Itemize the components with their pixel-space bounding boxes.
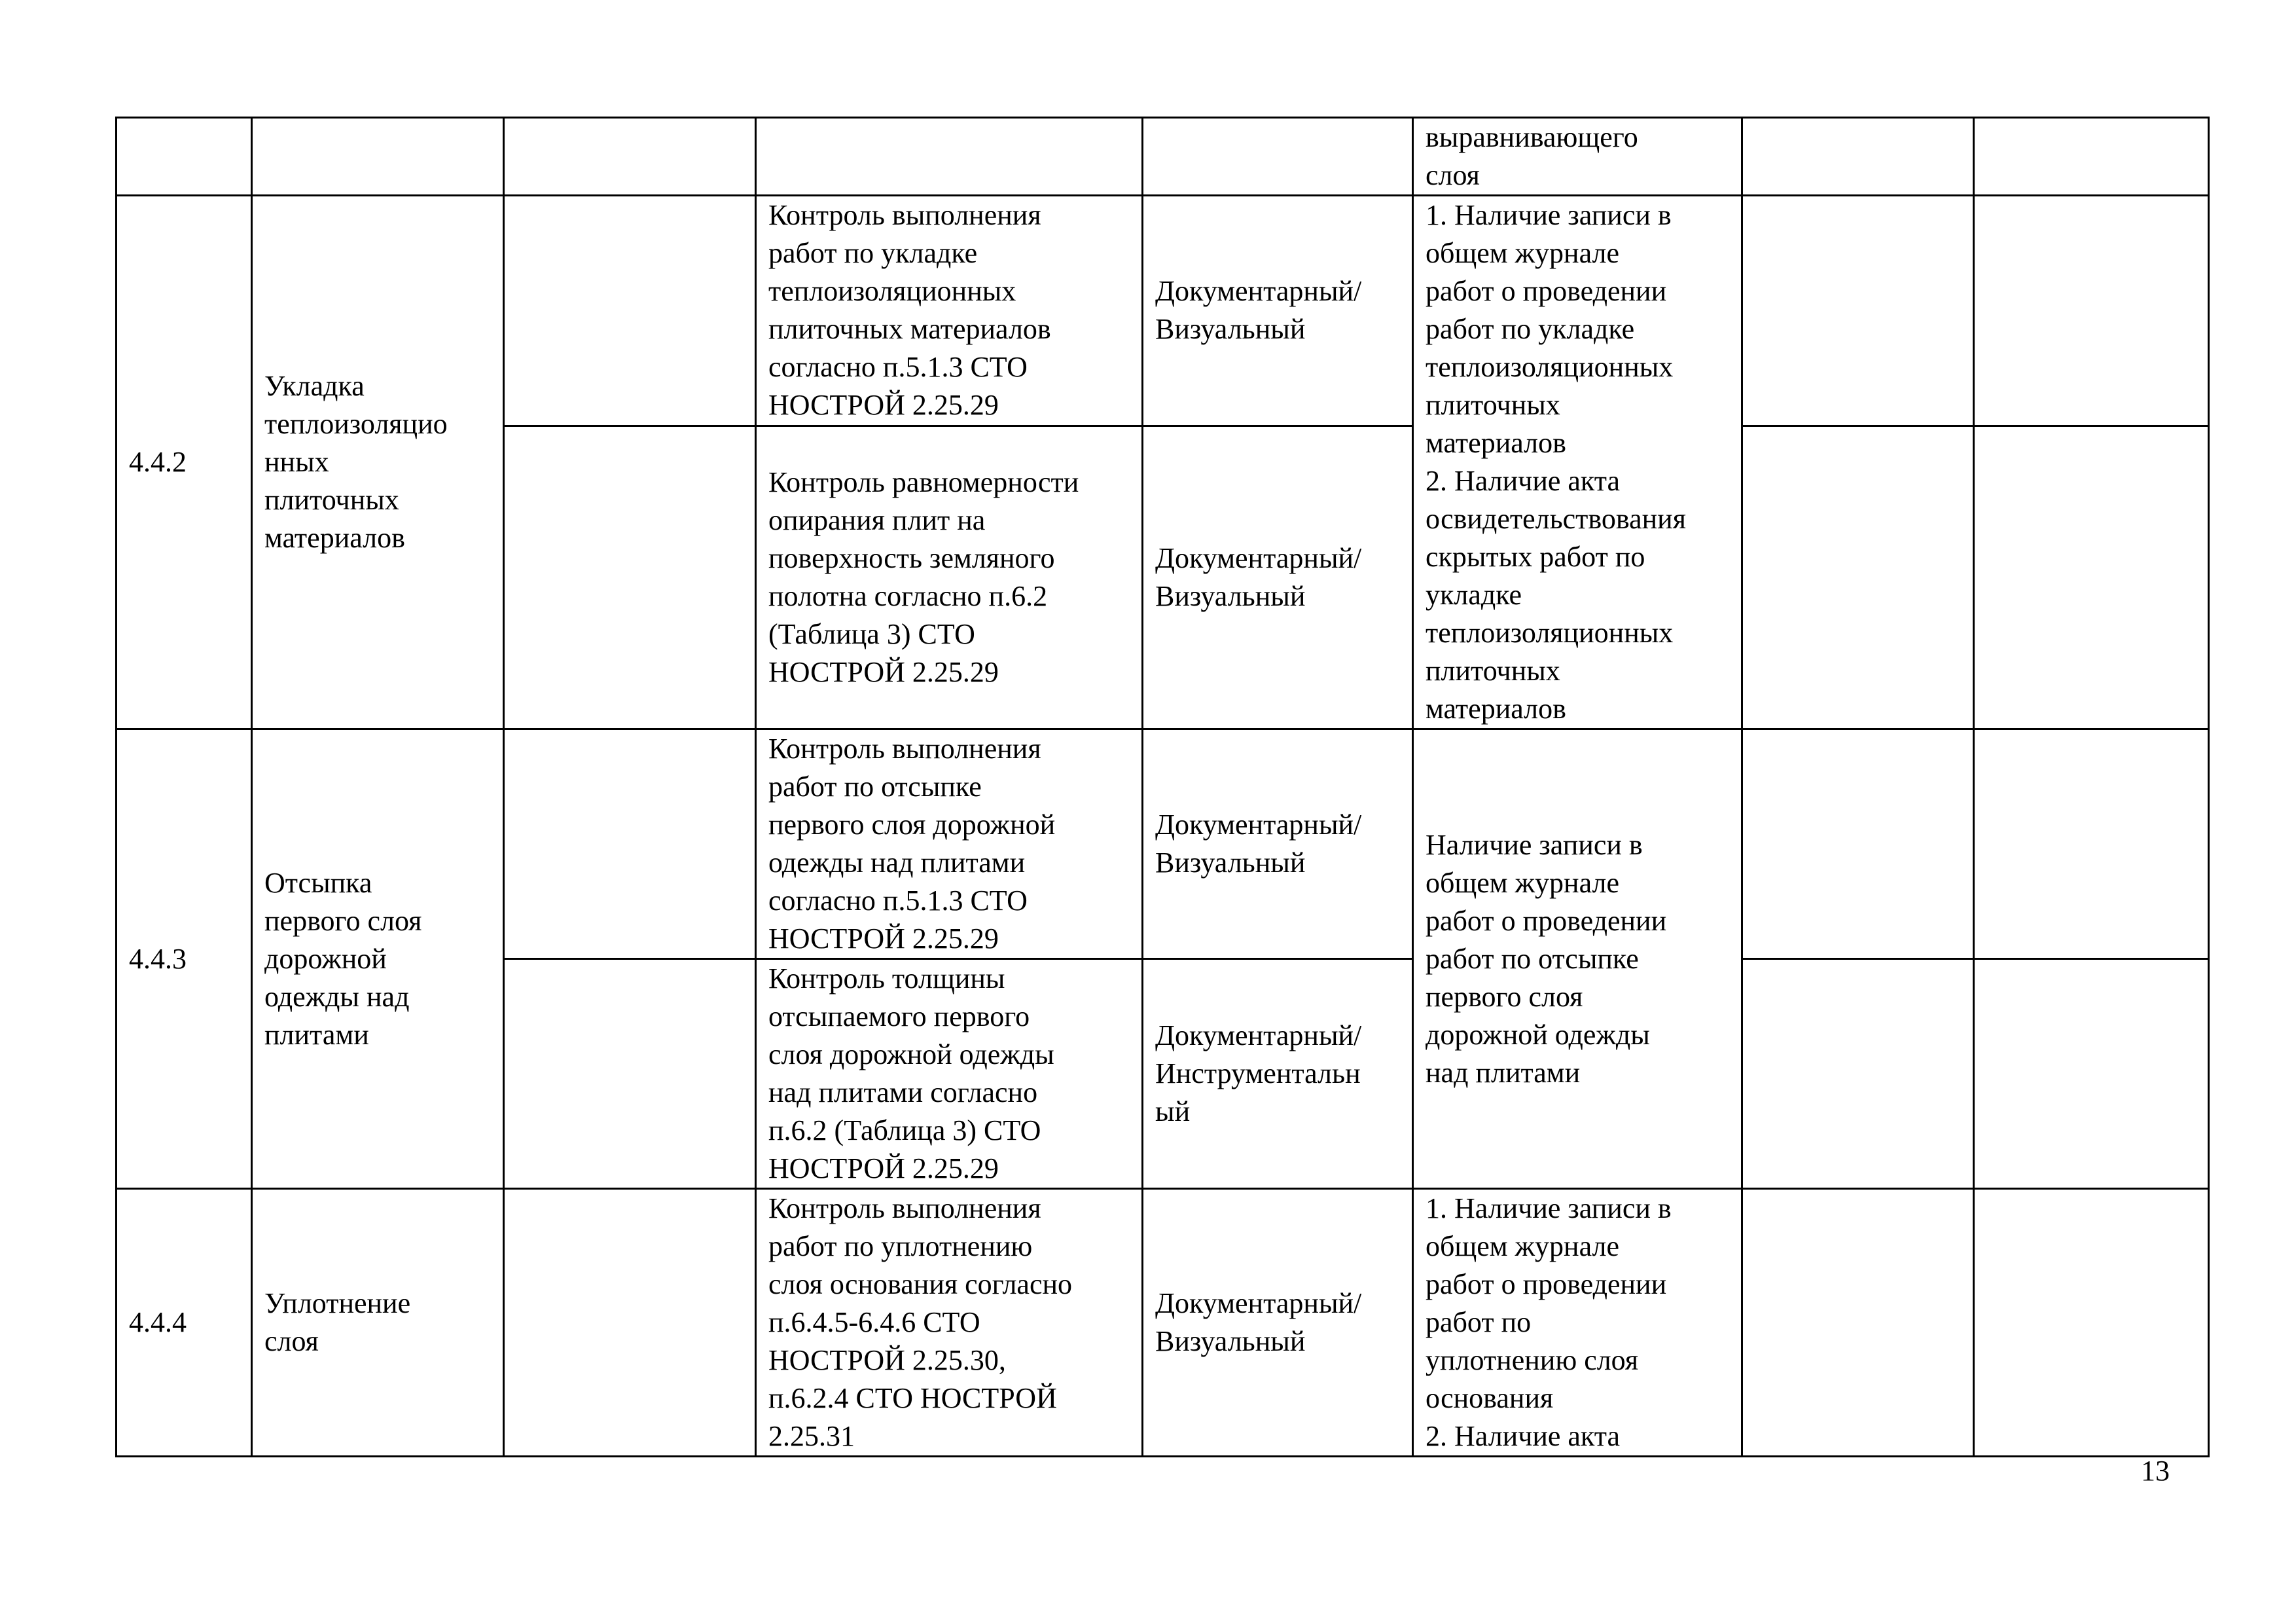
cell-empty [504,426,756,729]
cell-empty [1742,196,1974,426]
cell-method: Документарный/ Визуальный [1143,1189,1413,1457]
cell-description: Контроль равномерности опирания плит на поверхность земляного полотна согласно п.6.2 (Таблица 3) СТО НОСТРОЙ 2.25.29 [756,426,1143,729]
cell-empty [1974,729,2209,959]
cell-empty [1974,118,2209,196]
control-table [115,117,2210,1457]
cell-method [1143,118,1413,196]
cell-name: Уплотнение слоя [252,1189,504,1457]
cell-empty [1974,1189,2209,1457]
cell-num [117,118,252,196]
cell-description: Контроль выполнения работ по укладке теплоизоляционных плиточных материалов согласно п.5.1.3 СТО НОСТРОЙ 2.25.29 [756,196,1143,426]
cell-empty [1742,959,1974,1189]
cell-empty [504,1189,756,1457]
cell-method: Документарный/ Визуальный [1143,729,1413,959]
cell-name: Отсыпка первого слоя дорожной одежды над плитами [252,729,504,1189]
cell-empty [1974,426,2209,729]
cell-empty [1742,1189,1974,1457]
cell-empty [504,729,756,959]
cell-result: выравнивающего слоя [1413,118,1742,196]
cell-empty [1974,196,2209,426]
table-row-continuation [117,118,2209,196]
cell-method: Документарный/ Визуальный [1143,426,1413,729]
cell-empty [504,118,756,196]
table-row [117,196,2209,426]
cell-result: 1. Наличие записи в общем журнале работ о проведении работ по укладке теплоизоляционных плиточных материалов 2. Наличие акта освидетельствования скрытых работ по укладке теплоизоляционных плиточных материалов [1413,196,1742,729]
cell-name [252,118,504,196]
cell-description [756,118,1143,196]
page-number: 13 [2141,1455,2170,1487]
cell-empty [1974,959,2209,1189]
cell-empty [504,959,756,1189]
cell-description: Контроль толщины отсыпаемого первого слоя дорожной одежды над плитами согласно п.6.2 (Таблица 3) СТО НОСТРОЙ 2.25.29 [756,959,1143,1189]
cell-name: Укладка теплоизоляцио нных плиточных материалов [252,196,504,729]
cell-empty [1742,729,1974,959]
cell-result: 1. Наличие записи в общем журнале работ о проведении работ по уплотнению слоя основания 2. Наличие акта [1413,1189,1742,1457]
cell-method: Документарный/ Инструментальн ый [1143,959,1413,1189]
table-row [117,729,2209,959]
cell-description: Контроль выполнения работ по уплотнению слоя основания согласно п.6.4.5-6.4.6 СТО НОСТРОЙ 2.25.30, п.6.2.4 СТО НОСТРОЙ 2.25.31 [756,1189,1143,1457]
cell-num: 4.4.2 [117,196,252,729]
cell-num: 4.4.3 [117,729,252,1189]
table-row [117,1189,2209,1457]
cell-empty [504,196,756,426]
cell-num: 4.4.4 [117,1189,252,1457]
cell-empty [1742,426,1974,729]
cell-description: Контроль выполнения работ по отсыпке первого слоя дорожной одежды над плитами согласно п.5.1.3 СТО НОСТРОЙ 2.25.29 [756,729,1143,959]
cell-method: Документарный/ Визуальный [1143,196,1413,426]
cell-empty [1742,118,1974,196]
cell-result: Наличие записи в общем журнале работ о проведении работ по отсыпке первого слоя дорожной одежды над плитами [1413,729,1742,1189]
